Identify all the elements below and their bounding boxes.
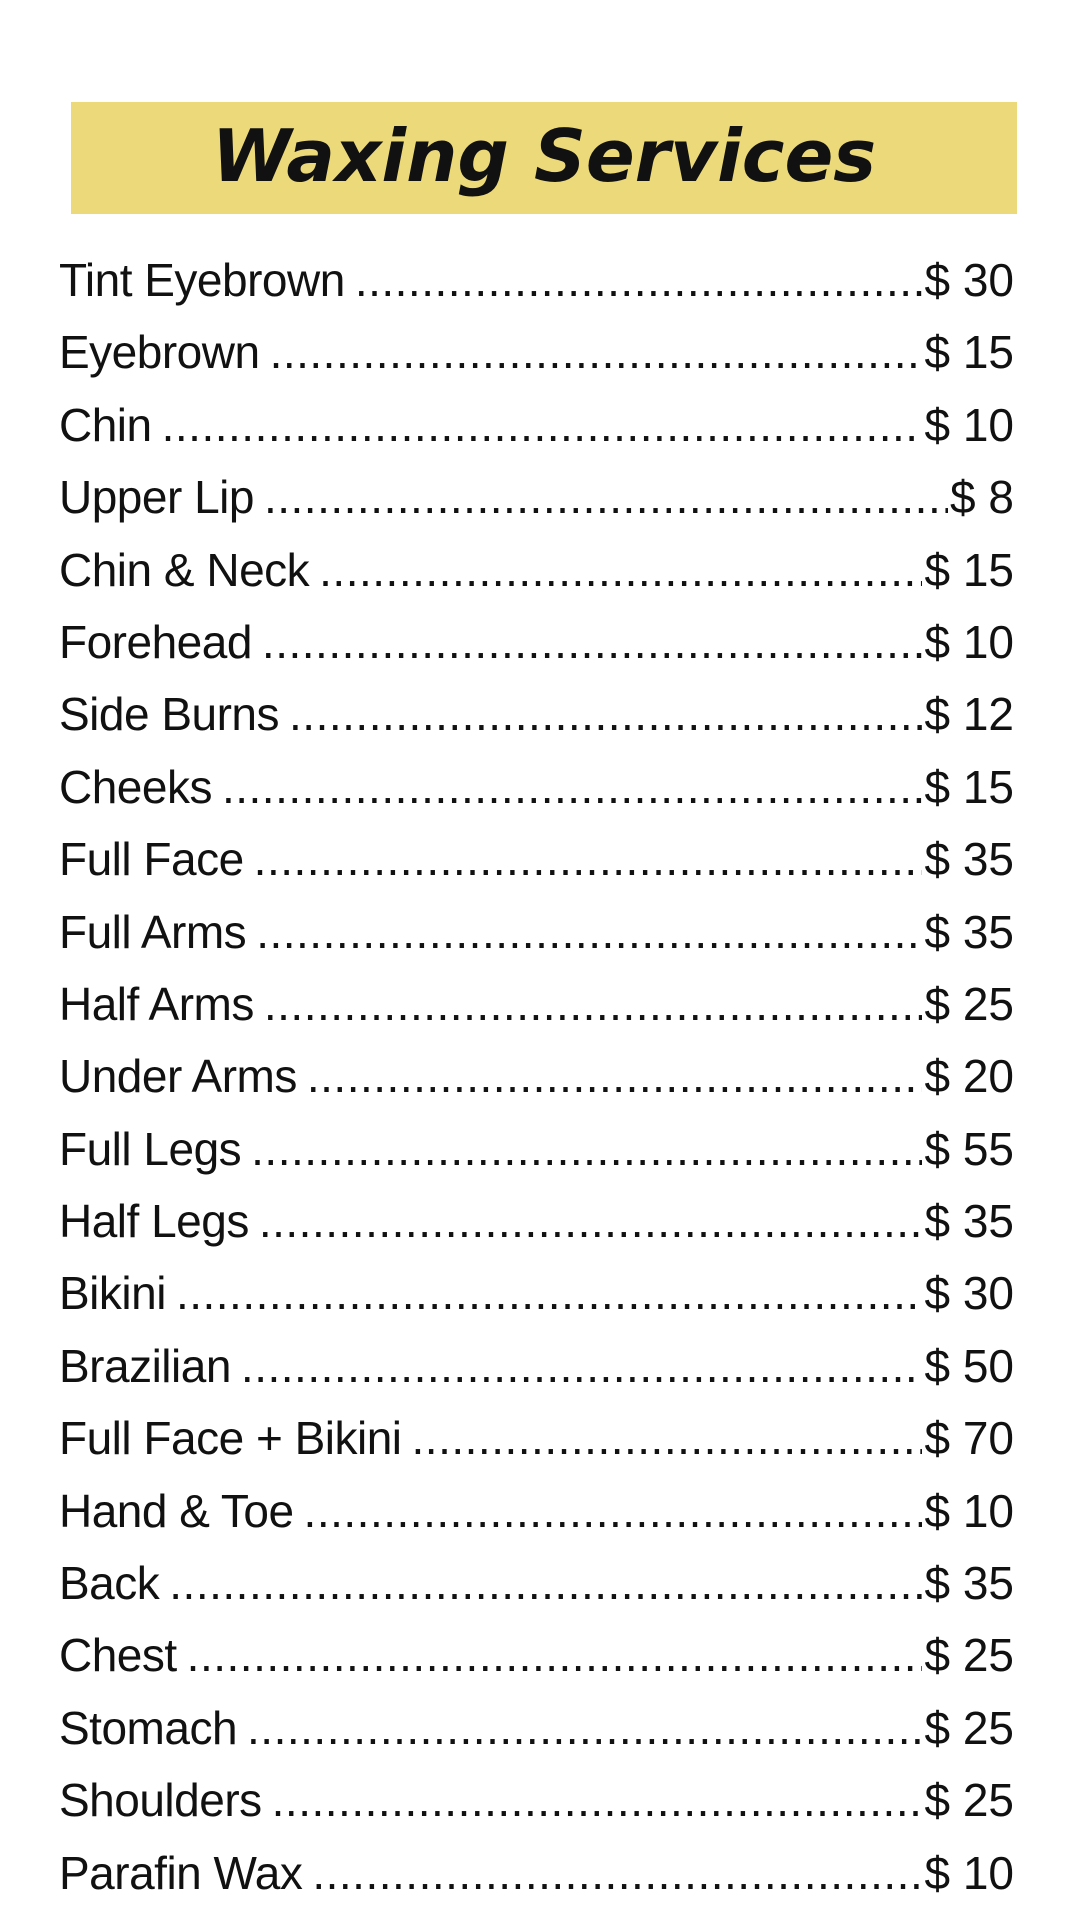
service-price-list [59, 244, 1014, 1909]
service-name: Chest [59, 1629, 177, 1682]
service-row [59, 678, 1014, 750]
service-row [59, 896, 1014, 968]
service-price: $ 8 [950, 471, 1014, 524]
service-row [59, 316, 1014, 388]
service-price: $ 15 [924, 326, 1014, 379]
service-price: $ 10 [924, 1846, 1014, 1899]
service-row [59, 1113, 1014, 1185]
service-name: Half Legs [59, 1195, 249, 1248]
service-price: $ 35 [924, 1195, 1014, 1248]
service-name: Forehead [59, 615, 252, 668]
dot-leader [412, 1402, 923, 1474]
service-price: $ 30 [924, 1267, 1014, 1320]
service-row [59, 1837, 1014, 1909]
service-price: $ 15 [924, 543, 1014, 596]
service-row [59, 1040, 1014, 1112]
dot-leader [264, 968, 923, 1040]
service-name: Full Arms [59, 905, 247, 958]
service-name: Hand & Toe [59, 1484, 294, 1537]
service-row [59, 751, 1014, 823]
dot-leader [289, 678, 922, 750]
service-row [59, 606, 1014, 678]
service-name: Tint Eyebrown [59, 254, 345, 306]
service-row [59, 823, 1014, 895]
service-row [59, 534, 1014, 606]
service-price: $ 35 [924, 833, 1014, 886]
dot-leader [304, 1475, 923, 1547]
service-name: Stomach [59, 1701, 238, 1754]
service-name: Shoulders [59, 1774, 262, 1827]
service-price: $ 25 [924, 1629, 1014, 1682]
dot-leader [312, 1837, 922, 1909]
dot-leader [247, 1692, 922, 1764]
dot-leader [251, 1113, 922, 1185]
dot-leader [355, 244, 923, 316]
dot-leader [176, 1257, 923, 1329]
service-price: $ 25 [924, 1774, 1014, 1827]
dot-leader [307, 1040, 923, 1112]
service-row [59, 1619, 1014, 1691]
service-name: Back [59, 1557, 160, 1610]
service-row [59, 968, 1014, 1040]
dot-leader [272, 1764, 923, 1836]
service-name: Bikini [59, 1267, 166, 1320]
service-name: Parafin Wax [59, 1846, 303, 1899]
dot-leader [254, 823, 923, 895]
service-row [59, 1330, 1014, 1402]
service-row [59, 1547, 1014, 1619]
service-name: Side Burns [59, 688, 280, 741]
service-row [59, 1185, 1014, 1257]
dot-leader [169, 1547, 922, 1619]
service-row [59, 389, 1014, 461]
service-row [59, 1257, 1014, 1329]
service-name: Under Arms [59, 1050, 297, 1103]
service-name: Brazilian [59, 1339, 231, 1392]
service-name: Full Legs [59, 1122, 242, 1175]
page-title: Waxing Services [211, 114, 877, 198]
service-price: $ 30 [924, 254, 1014, 306]
dot-leader [162, 389, 923, 461]
service-name: Cheeks [59, 760, 212, 813]
dot-leader [187, 1619, 923, 1691]
service-row [59, 1402, 1014, 1474]
service-price: $ 35 [924, 1557, 1014, 1610]
service-price: $ 10 [924, 1484, 1014, 1537]
service-price: $ 55 [924, 1122, 1014, 1175]
service-name: Chin [59, 398, 152, 451]
service-price: $ 35 [924, 905, 1014, 958]
service-price: $ 25 [924, 977, 1014, 1030]
service-row [59, 1475, 1014, 1547]
dot-leader [241, 1330, 923, 1402]
service-name: Eyebrown [59, 326, 260, 379]
service-name: Upper Lip [59, 471, 254, 524]
service-price: $ 20 [924, 1050, 1014, 1103]
service-row [59, 244, 1014, 316]
dot-leader [259, 1185, 923, 1257]
dot-leader [264, 461, 948, 533]
service-price: $ 50 [924, 1339, 1014, 1392]
service-row [59, 1692, 1014, 1764]
service-price: $ 10 [924, 615, 1014, 668]
service-name: Chin & Neck [59, 543, 310, 596]
service-name: Full Face [59, 833, 244, 886]
dot-leader [256, 896, 922, 968]
service-price: $ 10 [924, 398, 1014, 451]
title-banner [71, 102, 1017, 214]
service-price: $ 12 [924, 688, 1014, 741]
service-name: Half Arms [59, 977, 254, 1030]
dot-leader [222, 751, 923, 823]
service-row [59, 1764, 1014, 1836]
service-price: $ 25 [924, 1701, 1014, 1754]
dot-leader [262, 606, 923, 678]
service-price: $ 15 [924, 760, 1014, 813]
dot-leader [270, 316, 923, 388]
service-price: $ 70 [924, 1412, 1014, 1465]
dot-leader [319, 534, 922, 606]
service-name: Full Face + Bikini [59, 1412, 402, 1465]
service-row [59, 461, 1014, 533]
